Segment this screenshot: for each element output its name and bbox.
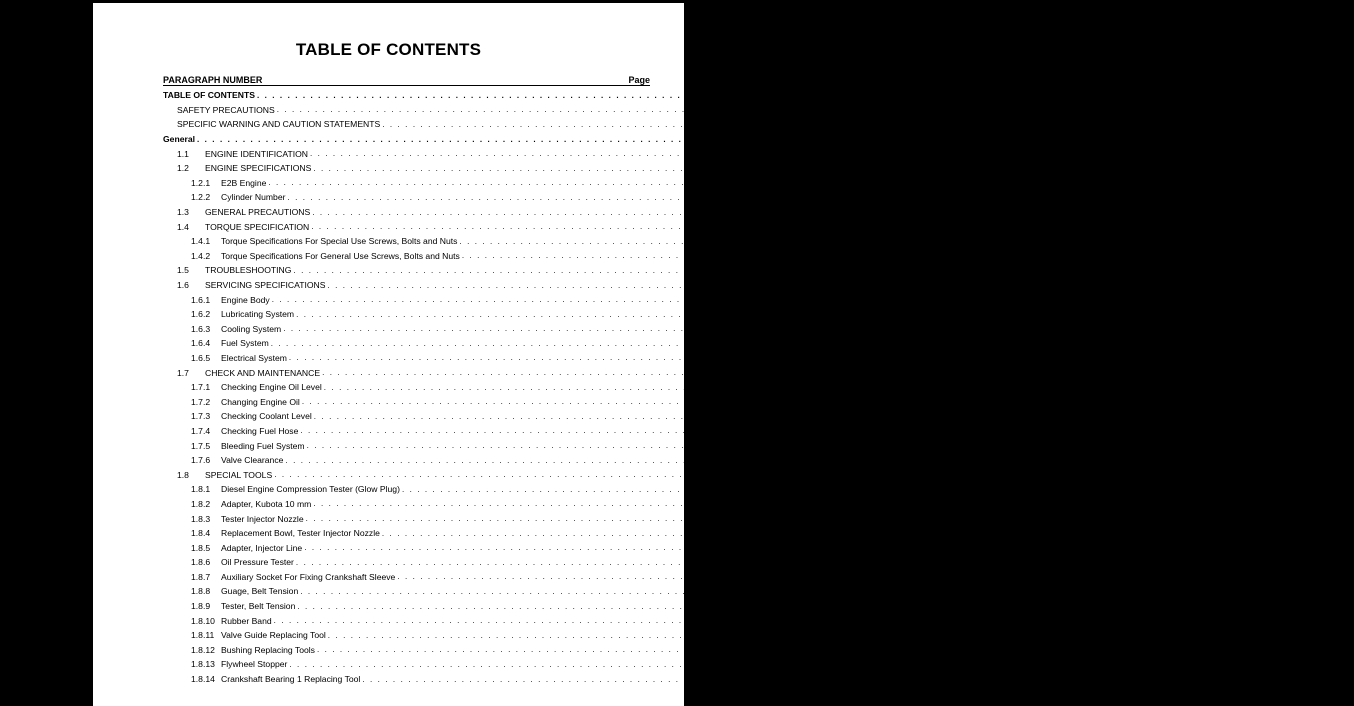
toc-entry[interactable] xyxy=(163,424,1197,439)
toc-entry[interactable] xyxy=(163,351,1186,366)
toc-entry-title: SERVICING SPECIFICATIONS xyxy=(205,280,326,291)
toc-leader-dots: . . . . . . . . . . . . . . . . . . . . . . . . . . . . . . . . . . . . . . . . . . . . . . . . . . . . . . . . . . . . . . . . . . . . . . . . . . . . . . . . . . . . . . . . . . . . . . . . . . . . . . . . . . . . . . . . . . . xyxy=(295,557,1172,567)
toc-leader-dots: . . . . . . . . . . . . . . . . . . . . . . . . . . . . . . . . . . . . . . . . . . . . . . . . . . . . . . . . . . . . . . . . . . . . . . . . . . . . . . . . . . . . . . . . . . . . . . . . . . . . . . . . . . . . . . . . . . . xyxy=(256,90,1133,100)
toc-entry-page: 1–12 xyxy=(1179,396,1199,407)
toc-entry-number: 1.8.3 xyxy=(191,513,211,524)
toc-entry[interactable] xyxy=(163,467,1171,482)
toc-entry-number: 1.8.5 xyxy=(191,542,211,553)
toc-entry-number: 1.8.6 xyxy=(191,557,211,568)
toc-entry-page: 1–17 xyxy=(1239,674,1259,685)
toc-leader-dots: . . . . . . . . . . . . . . . . . . . . . . . . . . . . . . . . . . . . . . . . . . . . . . . . . . . . . . . . . . . . . . . . . . . . . . . . . . . . . . . . . . . . . . . . . . . . . . . . . . . . . . . . . . . . . . . . . . . xyxy=(197,134,1073,144)
toc-leader-dots: . . . . . . . . . . . . . . . . . . . . . . . . . . . . . . . . . . . . . . . . . . . . . . . . . . . . . . . . . . . . . . . . . . . . . . . . . . . . . . . . . . . . . . . . . . . . . . . . . . . . . . . . . . . . . . . . . . . xyxy=(304,543,1180,553)
toc-entry-title: Valve Guide Replacing Tool xyxy=(221,630,326,641)
toc-entry-number: 1.8.13 xyxy=(191,659,215,670)
toc-entry-number: 1.6.2 xyxy=(191,309,211,320)
toc-entry-page: 1–3 xyxy=(1189,207,1204,218)
toc-entries xyxy=(163,88,1354,686)
toc-entry[interactable] xyxy=(163,511,1203,526)
toc-leader-dots: . . . . . . . . . . . . . . . . . . . . . . . . . . . . . . . . . . . . . . . . . . . . . . . . . . . . . . . . . . . . . . . . . . . . . . . . . . . . . . . . . . . . . . . . . . . . . . . . . . . . . . . . . . . . . . . . . . . xyxy=(274,470,1150,480)
toc-entry-title: Crankshaft Bearing 1 Replacing Tool xyxy=(221,674,361,685)
toc-entry-page: 1–8 xyxy=(1204,280,1220,291)
toc-entry-number: 1.6.4 xyxy=(191,338,211,349)
toc-entry-number: 1.8.14 xyxy=(191,674,215,685)
toc-entry-number: 1.7.5 xyxy=(191,440,211,451)
toc-entry-title: ENGINE SPECIFICATIONS xyxy=(205,163,312,174)
toc-entry-title: Tester Injector Nozzle xyxy=(221,513,304,524)
toc-entry-title: General xyxy=(163,134,196,145)
toc-leader-dots: . . . . . . . . . . . . . . . . . . . . . . . . . . . . . . . . . . . . . . . . . . . . . . . . . . . . . . . . . . . . . . . . . . . . . . . . . . . . . . . . . . . . . . . . . . . . . . . . . . . . . . . . . . . . . . . . . . . xyxy=(273,616,1150,626)
toc-leader-dots: . . . . . . . . . . . . . . . . . . . . . . . . . . . . . . . . . . . . . . . . . . . . . . . . . . . . . . . . . . . . . . . . . . . . . . . . . . . . . . . . . . . . . . . . . . . . . . . . . . . . . . . . . . . . . . . . . . . xyxy=(313,499,1189,509)
toc-entry-title: Cooling System xyxy=(221,323,282,334)
toc-entry-page: 1–1 xyxy=(1074,134,1089,145)
toc-entry-number: 1.7.3 xyxy=(191,411,211,422)
toc-entry[interactable] xyxy=(163,336,1167,351)
toc-entry[interactable] xyxy=(163,482,1299,497)
toc-entry-title: TROUBLESHOOTING xyxy=(205,265,292,276)
toc-leader-dots: . . . . . . . . . . . . . . . . . . . . . . . . . . . . . . . . . . . . . . . . . . . . . . . . . . . . . . . . . . . . . . . . . . . . . . . . . . . . . . . . . . . . . . . . . . . . . . . . . . . . . . . . . . . . . . . . . . . xyxy=(382,119,1258,129)
toc-entry-title: Replacement Bowl, Tester Injector Nozzle xyxy=(221,528,380,539)
toc-entry-number: 1.3 xyxy=(177,207,189,218)
toc-entry-page: 1–16 xyxy=(1205,630,1225,641)
toc-entry[interactable] xyxy=(163,103,1169,118)
toc-leader-dots: . . . . . . . . . . . . . . . . . . . . . . . . . . . . . . . . . . . . . . . . . . . . . . . . . . . . . . . . . . . . . . . . . . . . . . . . . . . . . . . . . . . . . . . . . . . . . . . . . . . . . . . . . . . . . . . . . . . xyxy=(313,411,1190,421)
toc-leader-dots: . . . . . . . . . . . . . . . . . . . . . . . . . . . . . . . . . . . . . . . . . . . . . . . . . . . . . . . . . . . . . . . . . . . . . . . . . . . . . . . . . . . . . . . . . . . . . . . . . . . . . . . . . . . . . . . . . . . xyxy=(306,441,1182,451)
toc-entry[interactable] xyxy=(163,570,1294,585)
toc-entry-number: 1.1 xyxy=(177,148,189,159)
toc-entry[interactable] xyxy=(163,540,1201,555)
toc-entry-title: GENERAL PRECAUTIONS xyxy=(205,207,311,218)
toc-entry-title: Adapter, Injector Line xyxy=(221,542,303,553)
toc-entry-page: 1–16 xyxy=(1166,659,1186,670)
toc-entry-title: TORQUE SPECIFICATION xyxy=(205,221,310,232)
toc-entry-title: Valve Clearance xyxy=(221,455,284,466)
toc-entry[interactable] xyxy=(163,132,1089,147)
toc-entry-number: 1.8.1 xyxy=(191,484,211,495)
toc-leader-dots: . . . . . . . . . . . . . . . . . . . . . . . . . . . . . . . . . . . . . . . . . . . . . . . . . . . . . . . . . . . . . . . . . . . . . . . . . . . . . . . . . . . . . . . . . . . . . . . . . . . . . . . . . . . . . . . . . . . xyxy=(312,207,1188,217)
toc-entry[interactable] xyxy=(163,88,1149,103)
toc-entry-title: Bleeding Fuel System xyxy=(221,440,305,451)
toc-entry-number: 1.7.2 xyxy=(191,396,211,407)
toc-entry[interactable] xyxy=(163,263,1186,278)
toc-entry-page: 1–12 xyxy=(1191,411,1211,422)
toc-entry-number: 1.8.11 xyxy=(191,630,215,641)
toc-entry-page: 1–14 xyxy=(1183,513,1203,524)
toc-entry-number: 1.6.3 xyxy=(191,323,211,334)
toc-leader-dots: . . . . . . . . . . . . . . . . . . . . . . . . . . . . . . . . . . . . . . . . . . . . . . . . . . . . . . . . . . . . . . . . . . . . . . . . . . . . . . . . . . . . . . . . . . . . . . . . . . . . . . . . . . . . . . . . . . . xyxy=(297,601,1173,611)
toc-entry[interactable] xyxy=(163,628,1225,643)
toc-leader-dots: . . . . . . . . . . . . . . . . . . . . . . . . . . . . . . . . . . . . . . . . . . . . . . . . . . . . . . . . . . . . . . . . . . . . . . . . . . . . . . . . . . . . . . . . . . . . . . . . . . . . . . . . . . . . . . . . . . . xyxy=(397,572,1273,582)
toc-entry-number: 1.2.1 xyxy=(191,177,211,188)
toc-leader-dots: . . . . . . . . . . . . . . . . . . . . . . . . . . . . . . . . . . . . . . . . . . . . . . . . . . . . . . . . . . . . . . . . . . . . . . . . . . . . . . . . . . . . . . . . . . . . . . . . . . . . . . . . . . . . . . . . . . . xyxy=(461,251,1338,261)
toc-leader-dots: . . . . . . . . . . . . . . . . . . . . . . . . . . . . . . . . . . . . . . . . . . . . . . . . . . . . . . . . . . . . . . . . . . . . . . . . . . . . . . . . . . . . . . . . . . . . . . . . . . . . . . . . . . . . . . . . . . . xyxy=(362,674,1238,684)
toc-entry-number: 1.6.1 xyxy=(191,294,211,305)
toc-leader-dots: . . . . . . . . . . . . . . . . . . . . . . . . . . . . . . . . . . . . . . . . . . . . . . . . . . . . . . . . . . . . . . . . . . . . . . . . . . . . . . . . . . . . . . . . . . . . . . . . . . . . . . . . . . . . . . . . . . . xyxy=(381,528,1258,538)
toc-entry[interactable] xyxy=(163,307,1192,322)
toc-entry-page: 1–15 xyxy=(1177,586,1197,597)
toc-leader-dots: . . . . . . . . . . . . . . . . . . . . . . . . . . . . . . . . . . . . . . . . . . . . . . . . . . . . . . . . . . . . . . . . . . . . . . . . . . . . . . . . . . . . . . . . . . . . . . . . . . . . . . . . . . . . . . . . . . . xyxy=(271,295,1148,305)
toc-leader-dots: . . . . . . . . . . . . . . . . . . . . . . . . . . . . . . . . . . . . . . . . . . . . . . . . . . . . . . . . . . . . . . . . . . . . . . . . . . . . . . . . . . . . . . . . . . . . . . . . . . . . . . . . . . . . . . . . . . . xyxy=(300,426,1176,436)
toc-entry[interactable] xyxy=(163,497,1210,512)
toc-entry[interactable] xyxy=(163,190,1180,205)
toc-entry-number: 1.8.2 xyxy=(191,498,211,509)
toc-entry-title: Bushing Replacing Tools xyxy=(221,644,315,655)
toc-entry-number: 1.4.1 xyxy=(191,236,211,247)
toc-entry[interactable] xyxy=(163,555,1193,570)
toc-entry[interactable] xyxy=(163,643,1214,658)
toc-entry[interactable] xyxy=(163,146,1202,161)
toc-leader-dots: . . . . . . . . . . . . . . . . . . . . . . . . . . . . . . . . . . . . . . . . . . . . . . . . . . . . . . . . . . . . . . . . . . . . . . . . . . . . . . . . . . . . . . . . . . . . . . . . . . . . . . . . . . . . . . . . . . . xyxy=(296,309,1172,319)
toc-entry[interactable] xyxy=(163,161,1206,176)
toc-entry[interactable] xyxy=(163,176,1161,191)
toc-entry-title: SAFETY PRECAUTIONS xyxy=(177,104,275,115)
toc-entry-page: 1–14 xyxy=(1259,528,1279,539)
toc-entry-title: Oil Pressure Tester xyxy=(221,557,294,568)
page-title: TABLE OF CONTENTS xyxy=(295,40,482,59)
toc-entry-page: 1–15 xyxy=(1174,601,1194,612)
toc-entry-number: 1.8.10 xyxy=(191,615,215,626)
toc-entry[interactable] xyxy=(163,322,1180,337)
toc-entry[interactable] xyxy=(163,205,1204,220)
toc-entry-page: 1–5 xyxy=(1170,265,1186,276)
toc-entry-number: 1.4.2 xyxy=(191,250,211,261)
toc-entry-number: 1.7.1 xyxy=(191,382,211,393)
toc-entry[interactable] xyxy=(163,409,1211,424)
toc-entry-page: 1–14 xyxy=(1151,469,1171,480)
toc-entry-title: Rubber Band xyxy=(221,615,272,626)
toc-leader-dots: . . . . . . . . . . . . . . . . . . . . . . . . . . . . . . . . . . . . . . . . . . . . . . . . . . . . . . . . . . . . . . . . . . . . . . . . . . . . . . . . . . . . . . . . . . . . . . . . . . . . . . . . . . . . . . . . . . . xyxy=(327,630,1204,640)
toc-leader-dots: . . . . . . . . . . . . . . . . . . . . . . . . . . . . . . . . . . . . . . . . . . . . . . . . . . . . . . . . . . . . . . . . . . . . . . . . . . . . . . . . . . . . . . . . . . . . . . . . . . . . . . . . . . . . . . . . . . . xyxy=(300,586,1176,596)
toc-entry[interactable] xyxy=(163,453,1182,468)
toc-entry-page: 1–11 xyxy=(1148,338,1167,349)
toc-entry-page: 1–3 xyxy=(1145,177,1161,188)
toc-entry[interactable] xyxy=(163,657,1186,672)
toc-entry-title: Guage, Belt Tension xyxy=(221,586,299,597)
toc-entry[interactable] xyxy=(163,278,1220,293)
toc-entry-page: 1–3 xyxy=(1164,192,1180,203)
toc-entry-title: ENGINE IDENTIFICATION xyxy=(205,148,308,159)
toc-entry-number: 1.2 xyxy=(177,163,189,174)
toc-entry-page: 1–15 xyxy=(1274,571,1294,582)
toc-entry-number: 1.4 xyxy=(177,221,189,232)
toc-entry-title: Checking Coolant Level xyxy=(221,411,312,422)
toc-entry[interactable] xyxy=(163,380,1221,395)
toc-entry-number: 1.8.7 xyxy=(191,571,211,582)
toc-entry-number: 1.2.2 xyxy=(191,192,211,203)
toc-entry-number: 1.7.4 xyxy=(191,425,211,436)
toc-entry-page: 1–14 xyxy=(1190,498,1210,509)
toc-leader-dots: . . . . . . . . . . . . . . . . . . . . . . . . . . . . . . . . . . . . . . . . . . . . . . . . . . . . . . . . . . . . . . . . . . . . . . . . . . . . . . . . . . . . . . . . . . . . . . . . . . . . . . . . . . . . . . . . . . . xyxy=(288,353,1165,363)
toc-entry-page: 1–15 xyxy=(1151,615,1171,626)
toc-entry[interactable] xyxy=(163,438,1204,453)
toc-leader-dots: . . . . . . . . . . . . . . . . . . . . . . . . . . . . . . . . . . . . . . . . . . . . . . . . . . . . . . . . . . . . . . . . . . . . . . . . . . . . . . . . . . . . . . . . . . . . . . . . . . . . . . . . . . . . . . . . . . . xyxy=(283,324,1159,334)
toc-entry-page: 1–4 xyxy=(1188,221,1203,232)
toc-entry-page: 1–2 xyxy=(1190,163,1206,174)
toc-leader-dots: . . . . . . . . . . . . . . . . . . . . . . . . . . . . . . . . . . . . . . . . . . . . . . . . . . . . . . . . . . . . . . . . . . . . . . . . . . . . . . . . . . . . . . . . . . . . . . . . . . . . . . . . . . . . . . . . . . . xyxy=(276,105,1153,115)
toc-entry-title: E2B Engine xyxy=(221,177,267,188)
toc-entry-page: 1–1 xyxy=(1187,148,1202,159)
toc-entry-title: Torque Specifications For General Use Screws, Bolts and Nuts xyxy=(221,250,460,261)
toc-entry[interactable] xyxy=(163,394,1199,409)
toc-entry[interactable] xyxy=(163,234,1352,249)
toc-entry-number: 1.8.12 xyxy=(191,644,215,655)
toc-leader-dots: . . . . . . . . . . . . . . . . . . . . . . . . . . . . . . . . . . . . . . . . . . . . . . . . . . . . . . . . . . . . . . . . . . . . . . . . . . . . . . . . . . . . . . . . . . . . . . . . . . . . . . . . . . . . . . . . . . . xyxy=(322,368,1198,378)
toc-leader-dots: . . . . . . . . . . . . . . . . . . . . . . . . . . . . . . . . . . . . . . . . . . . . . . . . . . . . . . . . . . . . . . . . . . . . . . . . . . . . . . . . . . . . . . . . . . . . . . . . . . . . . . . . . . . . . . . . . . . xyxy=(285,455,1161,465)
toc-entry[interactable] xyxy=(163,672,1259,687)
toc-entry[interactable] xyxy=(163,292,1164,307)
toc-entry-title: SPECIFIC WARNING AND CAUTION STATEMENTS xyxy=(177,119,381,130)
toc-entry-page: 1–12 xyxy=(1177,425,1197,436)
toc-leader-dots: . . . . . . . . . . . . . . . . . . . . . . . . . . . . . . . . . . . . . . . . . . . . . . . . . . . . . . . . . . . . . . . . . . . . . . . . . . . . . . . . . . . . . . . . . . . . . . . . . . . . . . . . . . . . . . . . . . . xyxy=(459,236,1335,246)
toc-entry-page: 1–14 xyxy=(1279,484,1299,495)
toc-entry-page: 1–12 xyxy=(1199,367,1219,378)
toc-entry-title: SPECIAL TOOLS xyxy=(205,469,273,480)
toc-entry-page: i xyxy=(1145,90,1149,101)
toc-entry-page: 1–12 xyxy=(1183,440,1204,451)
toc-entry-number: 1.8.4 xyxy=(191,528,211,539)
header-paragraph-number: PARAGRAPH NUMBER xyxy=(163,75,263,85)
toc-leader-dots: . . . . . . . . . . . . . . . . . . . . . . . . . . . . . . . . . . . . . . . . . . . . . . . . . . . . . . . . . . . . . . . . . . . . . . . . . . . . . . . . . . . . . . . . . . . . . . . . . . . . . . . . . . . . . . . . . . . xyxy=(289,659,1165,669)
toc-entry-title: CHECK AND MAINTENANCE xyxy=(205,367,321,378)
toc-entry[interactable] xyxy=(163,365,1219,380)
toc-entry-title: Fuel System xyxy=(221,338,269,349)
toc-entry-number: 1.8 xyxy=(177,469,189,480)
toc-entry-title: Electrical System xyxy=(221,352,287,363)
toc-leader-dots: . . . . . . . . . . . . . . . . . . . . . . . . . . . . . . . . . . . . . . . . . . . . . . . . . . . . . . . . . . . . . . . . . . . . . . . . . . . . . . . . . . . . . . . . . . . . . . . . . . . . . . . . . . . . . . . . . . . xyxy=(293,265,1169,275)
document-page xyxy=(93,3,1354,706)
toc-entry-page: 1–16 xyxy=(1194,644,1214,655)
toc-entry-title: Adapter, Kubota 10 mm xyxy=(221,498,312,509)
toc-leader-dots: . . . . . . . . . . . . . . . . . . . . . . . . . . . . . . . . . . . . . . . . . . . . . . . . . . . . . . . . . . . . . . . . . . . . . . . . . . . . . . . . . . . . . . . . . . . . . . . . . . . . . . . . . . . . . . . . . . . xyxy=(323,382,1200,392)
toc-leader-dots: . . . . . . . . . . . . . . . . . . . . . . . . . . . . . . . . . . . . . . . . . . . . . . . . . . . . . . . . . . . . . . . . . . . . . . . . . . . . . . . . . . . . . . . . . . . . . . . . . . . . . . . . . . . . . . . . . . . xyxy=(316,645,1193,655)
toc-entry-number: 1.8.9 xyxy=(191,601,211,612)
toc-entry-page: i xyxy=(1166,104,1169,115)
toc-entry-page: 1–11 xyxy=(1160,323,1180,334)
toc-entry-page: 1–4 xyxy=(1336,236,1352,247)
toc-entry-page: 1–13 xyxy=(1162,455,1182,466)
toc-entry-number: 1.6 xyxy=(177,280,189,291)
toc-entry-page: 1–15 xyxy=(1173,557,1193,568)
toc-entry-page: 1–14 xyxy=(1181,542,1201,553)
toc-entry-title: Checking Engine Oil Level xyxy=(221,382,322,393)
toc-entry-title: Lubricating System xyxy=(221,309,295,320)
toc-entry-title: Tester, Belt Tension xyxy=(221,601,296,612)
toc-leader-dots: . . . . . . . . . . . . . . . . . . . . . . . . . . . . . . . . . . . . . . . . . . . . . . . . . . . . . . . . . . . . . . . . . . . . . . . . . . . . . . . . . . . . . . . . . . . . . . . . . . . . . . . . . . . . . . . . . . . xyxy=(305,514,1182,524)
toc-entry-title: Torque Specifications For Special Use Screws, Bolts and Nuts xyxy=(221,236,458,247)
toc-entry-page: 1–12 xyxy=(1166,352,1186,363)
toc-leader-dots: . . . . . . . . . . . . . . . . . . . . . . . . . . . . . . . . . . . . . . . . . . . . . . . . . . . . . . . . . . . . . . . . . . . . . . . . . . . . . . . . . . . . . . . . . . . . . . . . . . . . . . . . . . . . . . . . . . . xyxy=(270,338,1147,348)
toc-entry-number: 1.6.5 xyxy=(191,352,211,363)
toc-entry-title: Cylinder Number xyxy=(221,192,286,203)
toc-leader-dots: . . . . . . . . . . . . . . . . . . . . . . . . . . . . . . . . . . . . . . . . . . . . . . . . . . . . . . . . . . . . . . . . . . . . . . . . . . . . . . . . . . . . . . . . . . . . . . . . . . . . . . . . . . . . . . . . . . . xyxy=(401,484,1278,494)
toc-leader-dots: . . . . . . . . . . . . . . . . . . . . . . . . . . . . . . . . . . . . . . . . . . . . . . . . . . . . . . . . . . . . . . . . . . . . . . . . . . . . . . . . . . . . . . . . . . . . . . . . . . . . . . . . . . . . . . . . . . . xyxy=(311,222,1187,232)
toc-leader-dots: . . . . . . . . . . . . . . . . . . . . . . . . . . . . . . . . . . . . . . . . . . . . . . . . . . . . . . . . . . . . . . . . . . . . . . . . . . . . . . . . . . . . . . . . . . . . . . . . . . . . . . . . . . . . . . . . . . . xyxy=(268,178,1144,188)
toc-entry-title: Checking Fuel Hose xyxy=(221,425,299,436)
toc-entry-page: 1–4 xyxy=(1339,250,1354,261)
toc-entry-page: 1–11 xyxy=(1173,309,1192,320)
toc-entry-title: Flywheel Stopper xyxy=(221,659,288,670)
toc-entry-number: 1.7 xyxy=(177,367,189,378)
header-page: Page xyxy=(628,75,650,85)
toc-entry[interactable] xyxy=(163,219,1203,234)
toc-entry-title: Diesel Engine Compression Tester (Glow Plug) xyxy=(221,484,400,495)
toc-entry[interactable] xyxy=(163,249,1354,264)
toc-entry-page: 1–8 xyxy=(1149,294,1164,305)
toc-entry[interactable] xyxy=(163,584,1197,599)
toc-entry-title: Changing Engine Oil xyxy=(221,396,300,407)
toc-header xyxy=(163,73,650,86)
toc-leader-dots: . . . . . . . . . . . . . . . . . . . . . . . . . . . . . . . . . . . . . . . . . . . . . . . . . . . . . . . . . . . . . . . . . . . . . . . . . . . . . . . . . . . . . . . . . . . . . . . . . . . . . . . . . . . . . . . . . . . xyxy=(309,149,1186,159)
toc-entry-title: TABLE OF CONTENTS xyxy=(163,90,255,101)
toc-entry-title: Engine Body xyxy=(221,294,270,305)
toc-entry[interactable] xyxy=(163,526,1279,541)
toc-entry-page: i xyxy=(1271,119,1274,130)
toc-entry-number: 1.5 xyxy=(177,265,189,276)
toc-leader-dots: . . . . . . . . . . . . . . . . . . . . . . . . . . . . . . . . . . . . . . . . . . . . . . . . . . . . . . . . . . . . . . . . . . . . . . . . . . . . . . . . . . . . . . . . . . . . . . . . . . . . . . . . . . . . . . . . . . . xyxy=(287,192,1163,202)
toc-leader-dots: . . . . . . . . . . . . . . . . . . . . . . . . . . . . . . . . . . . . . . . . . . . . . . . . . . . . . . . . . . . . . . . . . . . . . . . . . . . . . . . . . . . . . . . . . . . . . . . . . . . . . . . . . . . . . . . . . . . xyxy=(313,163,1189,173)
toc-entry-number: 1.8.8 xyxy=(191,586,211,597)
toc-entry[interactable] xyxy=(163,599,1194,614)
toc-entry[interactable] xyxy=(163,117,1274,132)
toc-entry-title: Auxiliary Socket For Fixing Crankshaft Sleeve xyxy=(221,571,396,582)
toc-entry[interactable] xyxy=(163,613,1171,628)
toc-entry-number: 1.7.6 xyxy=(191,455,211,466)
toc-leader-dots: . . . . . . . . . . . . . . . . . . . . . . . . . . . . . . . . . . . . . . . . . . . . . . . . . . . . . . . . . . . . . . . . . . . . . . . . . . . . . . . . . . . . . . . . . . . . . . . . . . . . . . . . . . . . . . . . . . . xyxy=(301,397,1178,407)
toc-leader-dots: . . . . . . . . . . . . . . . . . . . . . . . . . . . . . . . . . . . . . . . . . . . . . . . . . . . . . . . . . . . . . . . . . . . . . . . . . . . . . . . . . . . . . . . . . . . . . . . . . . . . . . . . . . . . . . . . . . . xyxy=(327,280,1203,290)
toc-entry-page: 1–12 xyxy=(1201,382,1221,393)
